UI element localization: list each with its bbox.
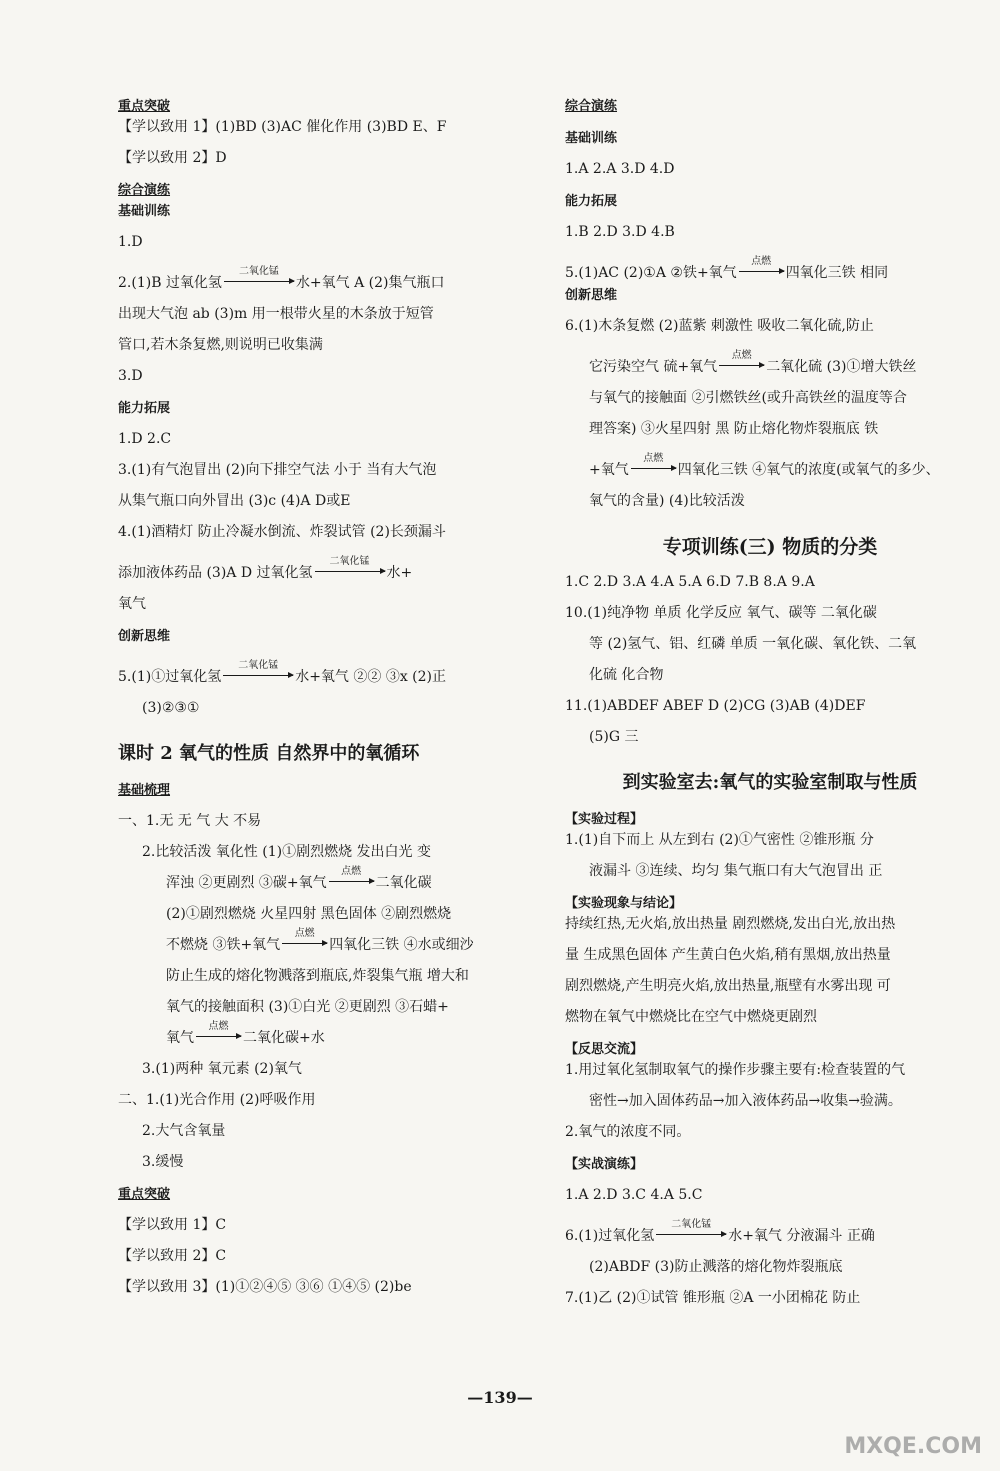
answer-line: 氧气的含量) (4)比较活泼 (589, 493, 745, 509)
answer-line: 4.(1)酒精灯 防止冷凝水倒流、炸裂试管 (2)长颈漏斗 (118, 524, 446, 540)
answer-line: 1.(1)自下而上 从左到右 (2)①气密性 ②锥形瓶 分 (565, 832, 874, 848)
answer-line (565, 256, 975, 284)
answer-line: 【学以致用 3】(1)①②④⑤ ③⑥ ①④⑤ (2)be (118, 1279, 412, 1295)
answer-line: 3.D (118, 368, 143, 384)
answer-line: 10.(1)纯净物 单质 化学反应 氧气、碳等 二氧化碳 (565, 605, 877, 621)
text: 水+氧气 分液漏斗 正确 (728, 1228, 875, 1244)
answer-line: (2)①剧烈燃烧 火星四射 黑色固体 ②剧烈燃烧 (166, 906, 452, 922)
answer-line: 【学以致用 2】D (118, 150, 227, 166)
reaction-arrow (194, 1021, 243, 1049)
text: 氧气 (166, 1030, 194, 1046)
answer-line: 管口,若木条复燃,则说明已收集满 (118, 337, 323, 353)
subsection-heading: 基础训练 (565, 131, 618, 146)
right-column (565, 95, 975, 1309)
answer-line (565, 453, 975, 481)
answer-line: 1.A 2.D 3.C 4.A 5.C (565, 1187, 703, 1203)
answer-line: 剧烈燃烧,产生明亮火焰,放出热量,瓶壁有水雾出现 可 (565, 978, 891, 994)
answer-line: 量 生成黑色固体 产生黄白色火焰,稍有黑烟,放出热量 (565, 947, 891, 963)
answer-line: 1.用过氧化氢制取氧气的操作步骤主要有:检查装置的气 (565, 1062, 906, 1078)
answer-line: 7.(1)乙 (2)①试管 锥形瓶 ②A 一小团棉花 防止 (565, 1290, 861, 1306)
section-heading: 综合演练 (118, 183, 171, 198)
answer-line: 3.(1)有气泡冒出 (2)向下排空气法 小于 当有大气泡 (118, 462, 437, 478)
section-heading: 综合演练 (565, 99, 618, 114)
subsection-heading: 基础训练 (118, 204, 171, 219)
reaction-arrow (717, 350, 766, 378)
answer-line: 11.(1)ABDEF ABEF D (2)CG (3)AB (4)DEF (565, 698, 866, 714)
answer-line: 1.D (118, 234, 143, 250)
answer-line: 2.大气含氧量 (142, 1123, 226, 1139)
reaction-arrow (222, 266, 296, 294)
section-heading: 重点突破 (118, 1187, 171, 1202)
answer-line: 1.C 2.D 3.A 4.A 5.A 6.D 7.B 8.A 9.A (565, 574, 815, 590)
answer-line: 从集气瓶口向外冒出 (3)c (4)A D或E (118, 493, 351, 509)
answer-line: 【学以致用 2】C (118, 1248, 227, 1264)
reaction-condition: 点燃 (341, 866, 362, 877)
reaction-condition: 点燃 (208, 1021, 229, 1032)
answer-line: 1.D 2.C (118, 431, 172, 447)
reaction-arrow (737, 256, 786, 284)
answer-line (565, 350, 975, 378)
text: 添加液体药品 (3)A D 过氧化氢 (118, 565, 313, 581)
section-heading: 重点突破 (118, 99, 171, 114)
answer-line: 2.比较活泼 氧化性 (1)①剧烈燃烧 发出白光 变 (142, 844, 431, 860)
reaction-condition: 点燃 (294, 928, 315, 939)
reaction-arrow (280, 928, 329, 956)
text: 2.(1)B 过氧化氢 (118, 275, 222, 291)
reaction-arrow (654, 1219, 728, 1247)
text: 四氧化三铁 相同 (785, 265, 889, 281)
text: 6.(1)过氧化氢 (565, 1228, 655, 1244)
reaction-arrow (313, 556, 387, 584)
reaction-arrow (629, 453, 678, 481)
answer-line: 氧气的接触面积 (3)①白光 ②更剧烈 ③石蜡+ (166, 999, 449, 1015)
page-number: —139— (467, 1388, 533, 1407)
text: 5.(1)AC (2)①A ②铁+氧气 (565, 265, 737, 281)
text: 四氧化三铁 ④氧气的浓度(或氧气的多少、 (677, 462, 940, 478)
answer-line: 氧气 (118, 596, 146, 612)
answer-line: 二、1.(1)光合作用 (2)呼吸作用 (118, 1092, 316, 1108)
answer-line: 理答案) ③火星四射 黑 防止熔化物炸裂瓶底 铁 (589, 421, 879, 437)
reaction-condition: 二氧化锰 (238, 660, 279, 671)
text: 5.(1)①过氧化氢 (118, 669, 222, 685)
answer-line (118, 1021, 533, 1049)
reaction-condition: 二氧化锰 (671, 1219, 712, 1230)
reaction-arrow (327, 866, 376, 894)
subsection-heading: 能力拓展 (118, 401, 171, 416)
reaction-condition: 二氧化锰 (329, 556, 370, 567)
answer-line: 化硫 化合物 (589, 667, 664, 683)
watermark: MXQE.COM (844, 1434, 982, 1459)
answer-line (565, 1219, 975, 1247)
answer-line: 持续红热,无火焰,放出热量 剧烈燃烧,发出白光,放出热 (565, 916, 896, 932)
text: 不燃烧 ③铁+氧气 (166, 937, 281, 953)
answer-line: 与氧气的接触面 ②引燃铁丝(或升高铁丝的温度等合 (589, 390, 907, 406)
answer-line: 燃物在氧气中燃烧比在空气中燃烧更剧烈 (565, 1009, 817, 1025)
answer-line: 1.B 2.D 3.D 4.B (565, 224, 675, 240)
text: 水+ (386, 565, 413, 581)
bracket-heading: 【实验过程】 (565, 812, 644, 827)
answer-line (118, 266, 533, 294)
answer-line (118, 660, 533, 688)
reaction-condition: 点燃 (643, 453, 664, 464)
lab-title: 到实验室去:氧气的实验室制取与性质 (622, 772, 918, 793)
bracket-heading: 【实战演练】 (565, 1157, 644, 1172)
text: 二氧化硫 (3)①增大铁丝 (766, 359, 917, 375)
answer-line: 液漏斗 ③连续、均匀 集气瓶口有大气泡冒出 正 (589, 863, 883, 879)
reaction-condition: 点燃 (751, 256, 772, 267)
answer-line: 【学以致用 1】(1)BD (3)AC 催化作用 (3)BD E、F (118, 119, 447, 135)
answer-line: 3.缓慢 (142, 1154, 184, 1170)
answer-line: 防止生成的熔化物溅落到瓶底,炸裂集气瓶 增大和 (166, 968, 469, 984)
answer-line (118, 866, 533, 894)
text: 二氧化碳 (375, 875, 432, 891)
bracket-heading: 【反思交流】 (565, 1042, 644, 1057)
answer-line (118, 556, 533, 584)
reaction-arrow (221, 660, 295, 688)
subsection-heading: 创新思维 (118, 629, 171, 644)
answer-line: (2)ABDF (3)防止溅落的熔化物炸裂瓶底 (589, 1259, 843, 1275)
reaction-condition: 二氧化锰 (238, 266, 279, 277)
text: 水+氧气 ②② ③x (2)正 (295, 669, 447, 685)
answer-line: 【学以致用 1】C (118, 1217, 227, 1233)
lesson-title: 课时 2 氧气的性质 自然界中的氧循环 (118, 743, 420, 764)
answer-line: (3)②③① (142, 700, 200, 716)
text: 水+氧气 A (2)集气瓶口 (295, 275, 445, 291)
left-column (118, 95, 533, 1298)
answer-line: 1.A 2.A 3.D 4.D (565, 161, 675, 177)
answer-line: 3.(1)两种 氧元素 (2)氧气 (142, 1061, 302, 1077)
reaction-condition: 点燃 (731, 350, 752, 361)
special-training-title: 专项训练(三) 物质的分类 (662, 536, 878, 558)
answer-line: 等 (2)氢气、铝、红磷 单质 一氧化碳、氧化铁、二氧 (589, 636, 917, 652)
answer-line: 一、1.无 无 气 大 不易 (118, 813, 262, 829)
text: 它污染空气 硫+氧气 (589, 359, 718, 375)
subsection-heading: 能力拓展 (565, 194, 618, 209)
text: 浑浊 ②更剧烈 ③碳+氧气 (166, 875, 327, 891)
text: 四氧化三铁 ④水或细沙 (329, 937, 474, 953)
bracket-heading: 【实验现象与结论】 (565, 896, 683, 911)
answer-line: 6.(1)木条复燃 (2)蓝紫 刺激性 吸收二氧化硫,防止 (565, 318, 874, 334)
subsection-heading: 创新思维 (565, 288, 618, 303)
text: 二氧化碳+水 (243, 1030, 325, 1046)
answer-line (118, 928, 533, 956)
section-heading: 基础梳理 (118, 783, 171, 798)
answer-line: (5)G 三 (589, 729, 639, 745)
answer-line: 出现大气泡 ab (3)m 用一根带火星的木条放于短管 (118, 306, 434, 322)
answer-line: 密性→加入固体药品→加入液体药品→收集→验满。 (589, 1093, 902, 1109)
text: +氧气 (589, 462, 629, 478)
answer-line: 2.氧气的浓度不同。 (565, 1124, 691, 1140)
